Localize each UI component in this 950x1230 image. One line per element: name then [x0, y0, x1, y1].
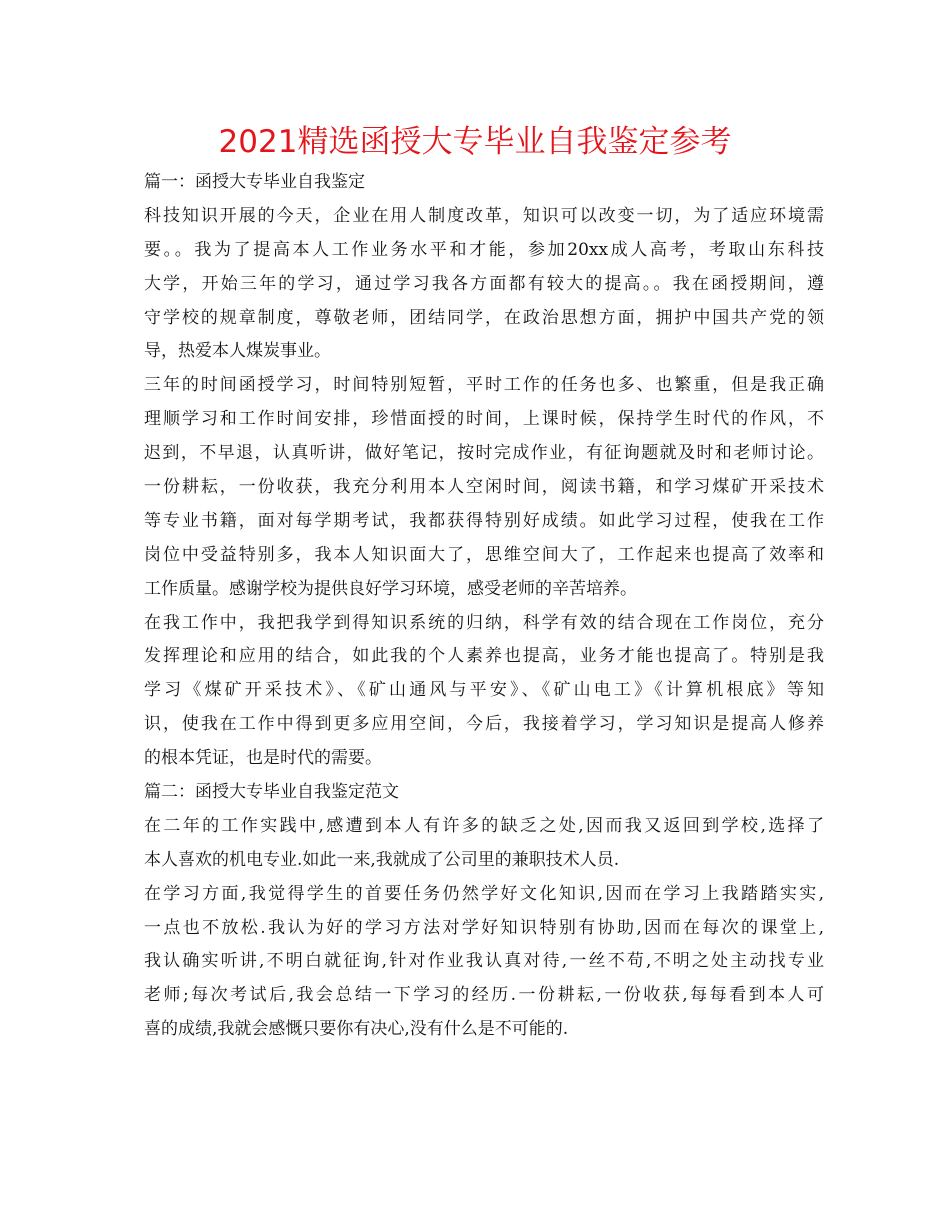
heading-part-two: 篇二：函授大专毕业自我鉴定范文	[144, 782, 399, 803]
paragraph-line: 在我工作中，我把我学到得知识系统的归纳，科学有效的结合现在工作岗位，充分	[144, 612, 824, 633]
paragraph-line: 发挥理论和应用的结合，如此我的个人素养也提高，业务才能也提高了。特别是我	[144, 646, 824, 667]
paragraph-line: 老师;每次考试后,我会总结一下学习的经历.一份耕耘,一份收获,每每看到本人可	[144, 985, 824, 1006]
document-title: 2021精选函授大专毕业自我鉴定参考	[218, 124, 732, 160]
paragraph-line: 在二年的工作实践中,感遭到本人有许多的缺乏之处,因而我又返回到学校,选择了	[144, 815, 824, 836]
paragraph-line: 工作质量。感谢学校为提供良好学习环境，感受老师的辛苦培养。	[144, 578, 637, 599]
paragraph-line: 学习《煤矿开采技术》、《矿山通风与平安》、《矿山电工》《计算机根底》等知	[144, 680, 824, 701]
paragraph-line: 的根本凭证，也是时代的需要。	[144, 748, 382, 769]
paragraph-line: 本人喜欢的机电专业.如此一来,我就成了公司里的兼职技术人员.	[144, 849, 620, 870]
paragraph-line: 岗位中受益特别多，我本人知识面大了，思维空间大了，工作起来也提高了效率和	[144, 544, 824, 565]
heading-part-one: 篇一：函授大专毕业自我鉴定	[144, 172, 365, 192]
paragraph-line: 我认确实听讲,不明白就征询,针对作业我认真对待,一丝不苟,不明之处主动找专业	[144, 951, 824, 972]
paragraph-line: 守学校的规章制度，尊敬老师，团结同学，在政治思想方面，拥护中国共产党的领	[144, 307, 824, 328]
paragraph-line: 识，使我在工作中得到更多应用空间，今后，我接着学习，学习知识是提高人修养	[144, 714, 824, 735]
paragraph-line: 迟到，不早退，认真听讲，做好笔记，按时完成作业，有征询题就及时和老师讨论。	[144, 443, 824, 464]
paragraph-line: 一点也不放松.我认为好的学习方法对学好知识特别有协助,因而在每次的课堂上,	[144, 917, 824, 938]
document-body	[144, 166, 824, 1047]
paragraph-line: 在学习方面,我觉得学生的首要任务仍然学好文化知识,因而在学习上我踏踏实实,	[144, 883, 824, 904]
paragraph-line: 科技知识开展的今天，企业在用人制度改革，知识可以改变一切，为了适应环境需	[144, 205, 824, 226]
paragraph-line: 理顺学习和工作时间安排，珍惜面授的时间，上课时候，保持学生时代的作风，不	[144, 409, 824, 430]
paragraph-line: 大学，开始三年的学习，通过学习我各方面都有较大的提高。。我在函授期间，遵	[144, 273, 824, 294]
paragraph-line: 一份耕耘，一份收获，我充分利用本人空闲时间，阅读书籍，和学习煤矿开采技术	[144, 477, 824, 498]
paragraph-line: 导，热爱本人煤炭事业。	[144, 341, 331, 362]
paragraph-line: 等专业书籍，面对每学期考试，我都获得特别好成绩。如此学习过程，使我在工作	[144, 510, 824, 531]
paragraph-line: 喜的成绩,我就会感慨只要你有决心,没有什么是不可能的.	[144, 1019, 569, 1040]
paragraph-line: 要。。我为了提高本人工作业务水平和才能，参加20xx成人高考，考取山东科技	[144, 239, 824, 260]
paragraph-line: 三年的时间函授学习，时间特别短暂，平时工作的任务也多、也繁重，但是我正确	[144, 375, 824, 396]
